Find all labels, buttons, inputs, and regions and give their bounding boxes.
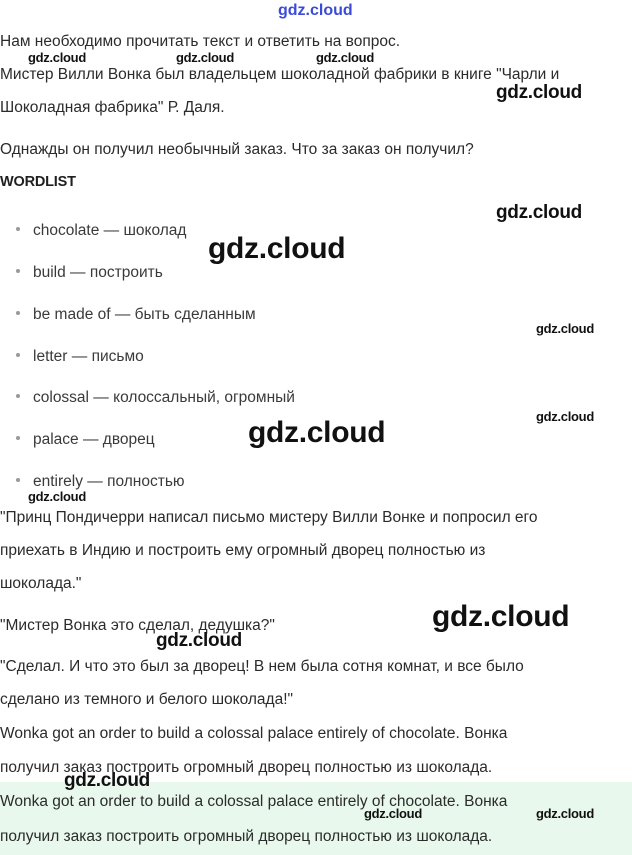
watermark: gdz.cloud — [28, 489, 86, 504]
watermark: gdz.cloud — [208, 232, 346, 265]
highlighted-answer-line: получил заказ построить огромный дворец полностью из шоколада. — [0, 828, 493, 845]
passage-line: "Сделал. И что это был за дворец! В нем была сотня комнат, и все было — [0, 658, 524, 675]
wordlist-item: entirely — полностью — [16, 473, 185, 491]
answer-line: Wonka got an order to build a colossal palace entirely of chocolate. Вонка — [0, 725, 508, 742]
wordlist-heading: WORDLIST — [0, 174, 76, 190]
watermark: gdz.cloud — [496, 82, 582, 103]
bullet-icon — [16, 353, 20, 357]
watermark: gdz.cloud — [536, 321, 594, 336]
passage-line: "Мистер Вонка это сделал, дедушка?" — [0, 617, 275, 634]
watermark: gdz.cloud — [364, 806, 422, 821]
wordlist-item: chocolate — шоколад — [16, 222, 186, 240]
watermark: gdz.cloud — [156, 630, 242, 651]
passage-line: приехать в Индию и построить ему огромный дворец полностью из — [0, 542, 486, 559]
wordlist-item: letter — письмо — [16, 348, 144, 366]
intro-line-2: Мистер Вилли Вонка был владельцем шоколадной фабрики в книге "Чарли и — [0, 66, 560, 83]
wordlist-item: build — построить — [16, 264, 163, 282]
watermark: gdz.cloud — [176, 50, 234, 65]
bullet-icon — [16, 478, 20, 482]
intro-line-3: Шоколадная фабрика" Р. Даля. — [0, 99, 225, 116]
bullet-icon — [16, 436, 20, 440]
bullet-icon — [16, 311, 20, 315]
watermark: gdz.cloud — [536, 409, 594, 424]
wordlist-item: colossal — колоссальный, огромный — [16, 389, 295, 407]
watermark: gdz.cloud — [496, 202, 582, 223]
watermark: gdz.cloud — [248, 416, 386, 449]
site-logo[interactable]: gdz.cloud — [278, 2, 353, 19]
watermark: gdz.cloud — [28, 50, 86, 65]
watermark: gdz.cloud — [536, 806, 594, 821]
watermark: gdz.cloud — [316, 50, 374, 65]
question: Однажды он получил необычный заказ. Что за заказ он получил? — [0, 141, 474, 158]
wordlist-item: palace — дворец — [16, 431, 155, 449]
bullet-icon — [16, 227, 20, 231]
bullet-icon — [16, 269, 20, 273]
answer-line: получил заказ построить огромный дворец полностью из шоколада. — [0, 759, 493, 776]
intro-line-1: Нам необходимо прочитать текст и ответить на вопрос. — [0, 33, 401, 50]
watermark: gdz.cloud — [432, 600, 570, 633]
highlighted-answer-line: Wonka got an order to build a colossal palace entirely of chocolate. Вонка — [0, 793, 508, 810]
watermark: gdz.cloud — [64, 770, 150, 791]
wordlist-item: be made of — быть сделанным — [16, 306, 256, 324]
passage-line: "Принц Пондичерри написал письмо мистеру Вилли Вонке и попросил его — [0, 509, 538, 526]
bullet-icon — [16, 394, 20, 398]
passage-line: шоколада." — [0, 575, 82, 592]
passage-line: сделано из темного и белого шоколада!" — [0, 691, 294, 708]
